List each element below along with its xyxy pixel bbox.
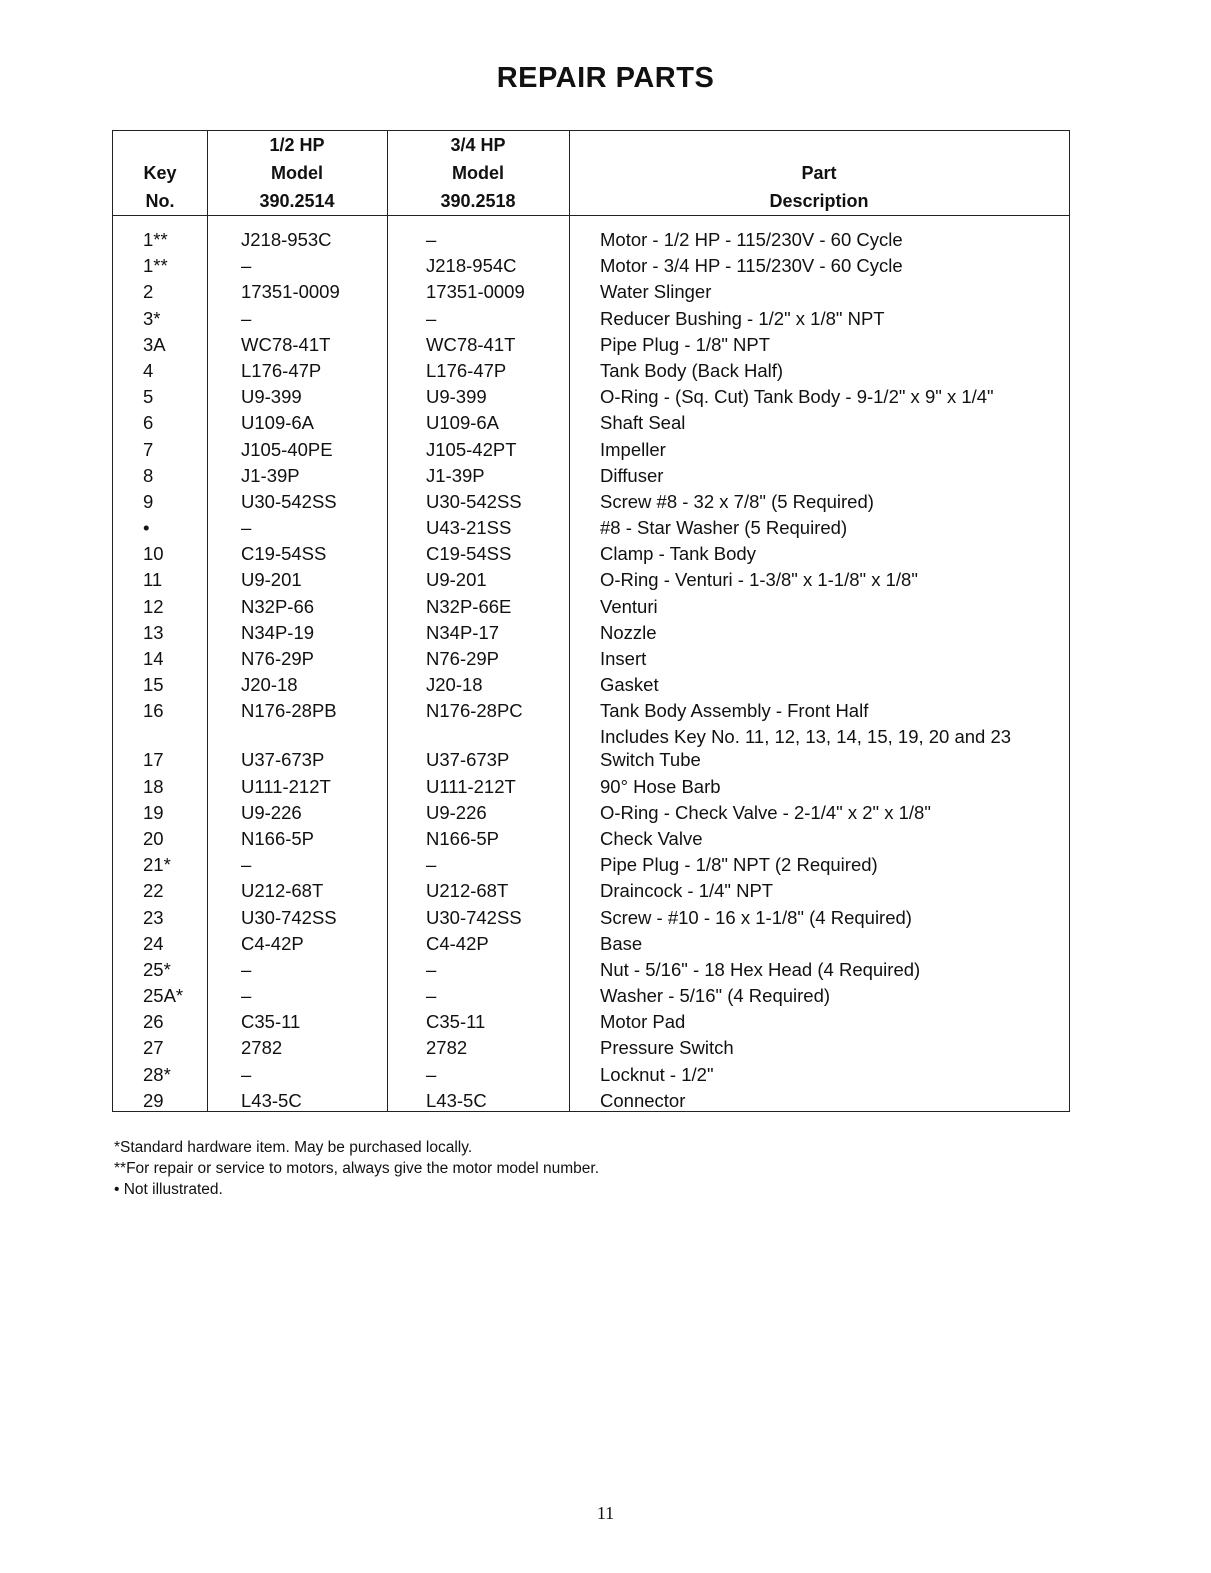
- key-number: 2: [143, 281, 154, 303]
- part-description-line: Pipe Plug - 1/8" NPT (2 Required): [600, 854, 878, 876]
- part-number-half-hp: C35-11: [241, 1011, 301, 1033]
- key-number: 24: [143, 932, 164, 954]
- table-row: [113, 620, 1069, 646]
- table-row: [113, 1035, 1069, 1061]
- part-number-three-quarter-hp: J20-18: [426, 674, 483, 696]
- part-number-three-quarter-hp: L176-47P: [426, 359, 507, 381]
- part-description-line: Tank Body Assembly - Front Half: [600, 700, 869, 722]
- part-number-three-quarter-hp: U30-742SS: [426, 906, 522, 928]
- part-number-three-quarter-hp: C4-42P: [426, 932, 489, 954]
- part-number-three-quarter-hp: U37-673P: [426, 749, 510, 771]
- part-number-three-quarter-hp: C19-54SS: [426, 543, 512, 565]
- part-description-line: Impeller: [600, 438, 666, 460]
- part-description: [600, 1009, 685, 1035]
- key-number: 13: [143, 621, 164, 643]
- key-number: 3*: [143, 307, 161, 329]
- part-description-line: Washer - 5/16" (4 Required): [600, 985, 831, 1007]
- part-description: [600, 747, 701, 773]
- key-number: 18: [143, 775, 164, 797]
- part-description-line: O-Ring - Check Valve - 2-1/4" x 2" x 1/8": [600, 801, 931, 823]
- key-number: 4: [143, 359, 154, 381]
- header-model-b: 3/4 HP Model 390.2518: [440, 135, 516, 211]
- part-description-line: Insert: [600, 648, 647, 669]
- table-row: [113, 253, 1069, 279]
- part-number-three-quarter-hp: J1-39P: [426, 464, 485, 486]
- key-number: 6: [143, 412, 154, 434]
- part-number-three-quarter-hp: J218-954C: [426, 255, 517, 277]
- part-description: [600, 646, 646, 672]
- table-row: [113, 489, 1069, 515]
- part-number-three-quarter-hp: N76-29P: [426, 648, 500, 669]
- part-description-line: Shaft Seal: [600, 412, 686, 434]
- table-row: [113, 227, 1069, 253]
- part-description-line: Nut - 5/16" - 18 Hex Head (4 Required): [600, 958, 921, 980]
- key-number: 15: [143, 674, 164, 696]
- part-description-line: Locknut - 1/2": [600, 1063, 714, 1085]
- part-description-line: Reducer Bushing - 1/2" x 1/8" NPT: [600, 307, 885, 329]
- part-description: [600, 1062, 714, 1088]
- part-description-line: Motor - 3/4 HP - 115/230V - 60 Cycle: [600, 255, 903, 277]
- part-description: [600, 463, 663, 489]
- part-description-line: Includes Key No. 11, 12, 13, 14, 15, 19, 20 and 23: [600, 726, 1012, 748]
- part-number-three-quarter-hp: N176-28PC: [426, 700, 523, 722]
- part-description: [600, 332, 770, 358]
- part-description: [600, 826, 702, 852]
- part-description-line: Motor Pad: [600, 1011, 686, 1033]
- part-description-line: Pipe Plug - 1/8" NPT: [600, 333, 771, 355]
- part-number-three-quarter-hp: C35-11: [426, 1011, 486, 1033]
- table-row: [113, 826, 1069, 852]
- table-row: [113, 983, 1069, 1009]
- footnote: • Not illustrated.: [114, 1181, 223, 1198]
- part-number-half-hp: WC78-41T: [241, 333, 331, 355]
- part-description-line: Nozzle: [600, 621, 657, 643]
- part-number-half-hp: J20-18: [241, 674, 298, 696]
- part-number-three-quarter-hp: U212-68T: [426, 880, 509, 902]
- page-number: 11: [596, 1503, 615, 1523]
- table-row: [113, 800, 1069, 826]
- part-description: [600, 852, 878, 878]
- table-row: [113, 878, 1069, 904]
- table-row: [113, 384, 1069, 410]
- part-number-half-hp: –: [241, 985, 252, 1007]
- table-row: [113, 437, 1069, 463]
- part-description: [600, 541, 756, 567]
- part-description: [600, 594, 658, 620]
- part-number-half-hp: U30-742SS: [241, 906, 337, 928]
- table-row: [113, 594, 1069, 620]
- part-number-three-quarter-hp: N166-5P: [426, 827, 500, 849]
- key-number: 25A*: [143, 985, 184, 1007]
- table-row: [113, 1009, 1069, 1035]
- part-description: [600, 306, 885, 332]
- part-description: [600, 1088, 685, 1114]
- part-description: [600, 905, 912, 931]
- key-number: 22: [143, 880, 164, 902]
- part-description: [600, 515, 847, 541]
- table-row: [113, 672, 1069, 698]
- table-row: [113, 931, 1069, 957]
- part-description-line: Switch Tube: [600, 749, 701, 771]
- part-description: [600, 983, 830, 1009]
- part-number-half-hp: C4-42P: [241, 932, 304, 954]
- header-description: Part Description: [769, 163, 869, 211]
- page-title: REPAIR PARTS: [496, 62, 715, 94]
- part-number-three-quarter-hp: U9-226: [426, 801, 487, 823]
- part-description-line: Motor - 1/2 HP - 115/230V - 60 Cycle: [600, 229, 903, 250]
- part-number-half-hp: N166-5P: [241, 827, 315, 849]
- table-row: [113, 279, 1069, 305]
- part-description-line: #8 - Star Washer (5 Required): [600, 517, 848, 539]
- key-number: 17: [143, 749, 164, 771]
- part-description: [600, 957, 920, 983]
- table-row: [113, 905, 1069, 931]
- part-number-half-hp: L43-5C: [241, 1089, 302, 1111]
- key-number: 27: [143, 1037, 164, 1059]
- part-description-line: Draincock - 1/4" NPT: [600, 880, 774, 902]
- key-number: 11: [143, 569, 163, 591]
- part-number-three-quarter-hp: 17351-0009: [426, 281, 525, 303]
- part-number-half-hp: N32P-66: [241, 595, 315, 617]
- table-row: [113, 646, 1069, 672]
- table-row: [113, 541, 1069, 567]
- part-description: [600, 698, 1011, 750]
- table-row: [113, 698, 1069, 747]
- key-number: 9: [143, 490, 154, 512]
- part-number-three-quarter-hp: –: [426, 958, 437, 980]
- key-number: 20: [143, 827, 164, 849]
- table-row: [113, 515, 1069, 541]
- key-number: 19: [143, 801, 164, 823]
- part-number-half-hp: J105-40PE: [241, 438, 333, 460]
- part-number-half-hp: C19-54SS: [241, 543, 327, 565]
- part-description: [600, 227, 903, 253]
- table-row: [113, 852, 1069, 878]
- key-number: •: [143, 517, 150, 539]
- key-number: 23: [143, 906, 164, 928]
- part-description: [600, 878, 773, 904]
- key-number: 3A: [143, 333, 166, 355]
- part-number-three-quarter-hp: –: [426, 1063, 437, 1085]
- part-number-three-quarter-hp: U9-399: [426, 386, 487, 408]
- key-number: 8: [143, 464, 154, 486]
- part-description: [600, 358, 783, 384]
- part-description-line: Tank Body (Back Half): [600, 359, 784, 381]
- part-number-half-hp: 17351-0009: [241, 281, 340, 303]
- part-number-half-hp: U30-542SS: [241, 490, 337, 512]
- part-number-half-hp: U212-68T: [241, 880, 324, 902]
- part-description: [600, 489, 874, 515]
- part-number-half-hp: –: [241, 307, 252, 329]
- part-description: [600, 384, 994, 410]
- part-number-half-hp: –: [241, 958, 252, 980]
- part-description: [600, 620, 657, 646]
- key-number: 12: [143, 595, 164, 617]
- part-number-three-quarter-hp: N32P-66E: [426, 595, 512, 617]
- table-row: [113, 567, 1069, 593]
- part-number-three-quarter-hp: U43-21SS: [426, 517, 512, 539]
- key-number: 7: [143, 438, 154, 460]
- part-number-half-hp: –: [241, 1063, 252, 1085]
- table-row: [113, 410, 1069, 436]
- part-number-three-quarter-hp: 2782: [426, 1037, 468, 1059]
- part-description-line: Pressure Switch: [600, 1037, 734, 1059]
- part-number-three-quarter-hp: J105-42PT: [426, 438, 517, 460]
- part-description: [600, 672, 659, 698]
- part-number-three-quarter-hp: U109-6A: [426, 412, 500, 434]
- key-number: 25*: [143, 958, 171, 980]
- part-number-half-hp: J1-39P: [241, 464, 300, 486]
- key-number: 1**: [143, 229, 168, 250]
- part-number-half-hp: U9-226: [241, 801, 302, 823]
- header-key: Key No.: [143, 163, 177, 211]
- part-description: [600, 279, 711, 305]
- footnotes: [114, 1137, 599, 1200]
- part-number-three-quarter-hp: L43-5C: [426, 1089, 487, 1111]
- key-number: 28*: [143, 1063, 171, 1085]
- part-description-line: O-Ring - (Sq. Cut) Tank Body - 9-1/2" x 9" x 1/4": [600, 386, 994, 408]
- table-body: [113, 227, 1069, 1114]
- table-row: [113, 358, 1069, 384]
- key-number: 1**: [143, 255, 168, 277]
- table-row: [113, 332, 1069, 358]
- part-description-line: Check Valve: [600, 827, 703, 849]
- part-number-half-hp: L176-47P: [241, 359, 322, 381]
- part-description-line: Base: [600, 932, 643, 954]
- part-number-half-hp: N176-28PB: [241, 700, 337, 722]
- part-description: [600, 253, 903, 279]
- key-number: 10: [143, 543, 164, 565]
- part-description: [600, 931, 642, 957]
- part-number-three-quarter-hp: U30-542SS: [426, 490, 522, 512]
- part-description-line: Screw #8 - 32 x 7/8" (5 Required): [600, 490, 874, 512]
- part-number-half-hp: N76-29P: [241, 648, 315, 669]
- part-description-line: Screw - #10 - 16 x 1-1/8" (4 Required): [600, 906, 912, 928]
- part-number-three-quarter-hp: U9-201: [426, 569, 487, 591]
- table-row: [113, 463, 1069, 489]
- part-number-three-quarter-hp: –: [426, 307, 437, 329]
- key-number: 5: [143, 386, 154, 408]
- table-row: [113, 1088, 1069, 1114]
- part-description-line: Gasket: [600, 674, 659, 696]
- table-row: [113, 957, 1069, 983]
- part-number-half-hp: U9-201: [241, 569, 302, 591]
- part-number-three-quarter-hp: –: [426, 229, 437, 250]
- part-description: [600, 1035, 734, 1061]
- part-description-line: Connector: [600, 1089, 686, 1111]
- part-number-three-quarter-hp: N34P-17: [426, 621, 500, 643]
- part-description-line: O-Ring - Venturi - 1-3/8" x 1-1/8" x 1/8": [600, 569, 918, 591]
- part-number-half-hp: U111-212T: [241, 775, 331, 797]
- part-description: [600, 800, 931, 826]
- key-number: 16: [143, 700, 164, 722]
- part-description-line: Venturi: [600, 595, 658, 617]
- part-description-line: Clamp - Tank Body: [600, 543, 756, 565]
- table-row: [113, 1062, 1069, 1088]
- key-number: 26: [143, 1011, 164, 1033]
- part-description: [600, 410, 685, 436]
- part-number-half-hp: J218-953C: [241, 229, 332, 250]
- part-number-three-quarter-hp: –: [426, 985, 437, 1007]
- part-description-line: Water Slinger: [600, 281, 712, 303]
- part-description-line: Diffuser: [600, 464, 664, 486]
- table-row: [113, 747, 1069, 773]
- part-description: [600, 567, 918, 593]
- table-row: [113, 774, 1069, 800]
- part-number-half-hp: U109-6A: [241, 412, 315, 434]
- footnote: **For repair or service to motors, always give the motor model number.: [114, 1160, 599, 1177]
- part-number-three-quarter-hp: U111-212T: [426, 775, 516, 797]
- part-number-three-quarter-hp: WC78-41T: [426, 333, 516, 355]
- part-number-half-hp: –: [241, 255, 252, 277]
- parts-table: [112, 130, 1070, 1112]
- key-number: 21*: [143, 854, 171, 876]
- key-number: 14: [143, 648, 164, 669]
- part-number-half-hp: 2782: [241, 1037, 283, 1059]
- part-number-half-hp: U37-673P: [241, 749, 325, 771]
- part-description: [600, 774, 721, 800]
- part-number-three-quarter-hp: –: [426, 854, 437, 876]
- part-number-half-hp: U9-399: [241, 386, 302, 408]
- part-description: [600, 437, 666, 463]
- table-row: [113, 306, 1069, 332]
- header-divider: [113, 215, 1069, 216]
- part-number-half-hp: N34P-19: [241, 621, 315, 643]
- footnote: *Standard hardware item. May be purchased locally.: [114, 1139, 473, 1156]
- part-number-half-hp: –: [241, 854, 252, 876]
- key-number: 29: [143, 1089, 164, 1111]
- part-description-line: 90° Hose Barb: [600, 775, 721, 797]
- header-model-a: 1/2 HP Model 390.2514: [259, 135, 335, 211]
- part-number-half-hp: –: [241, 517, 252, 539]
